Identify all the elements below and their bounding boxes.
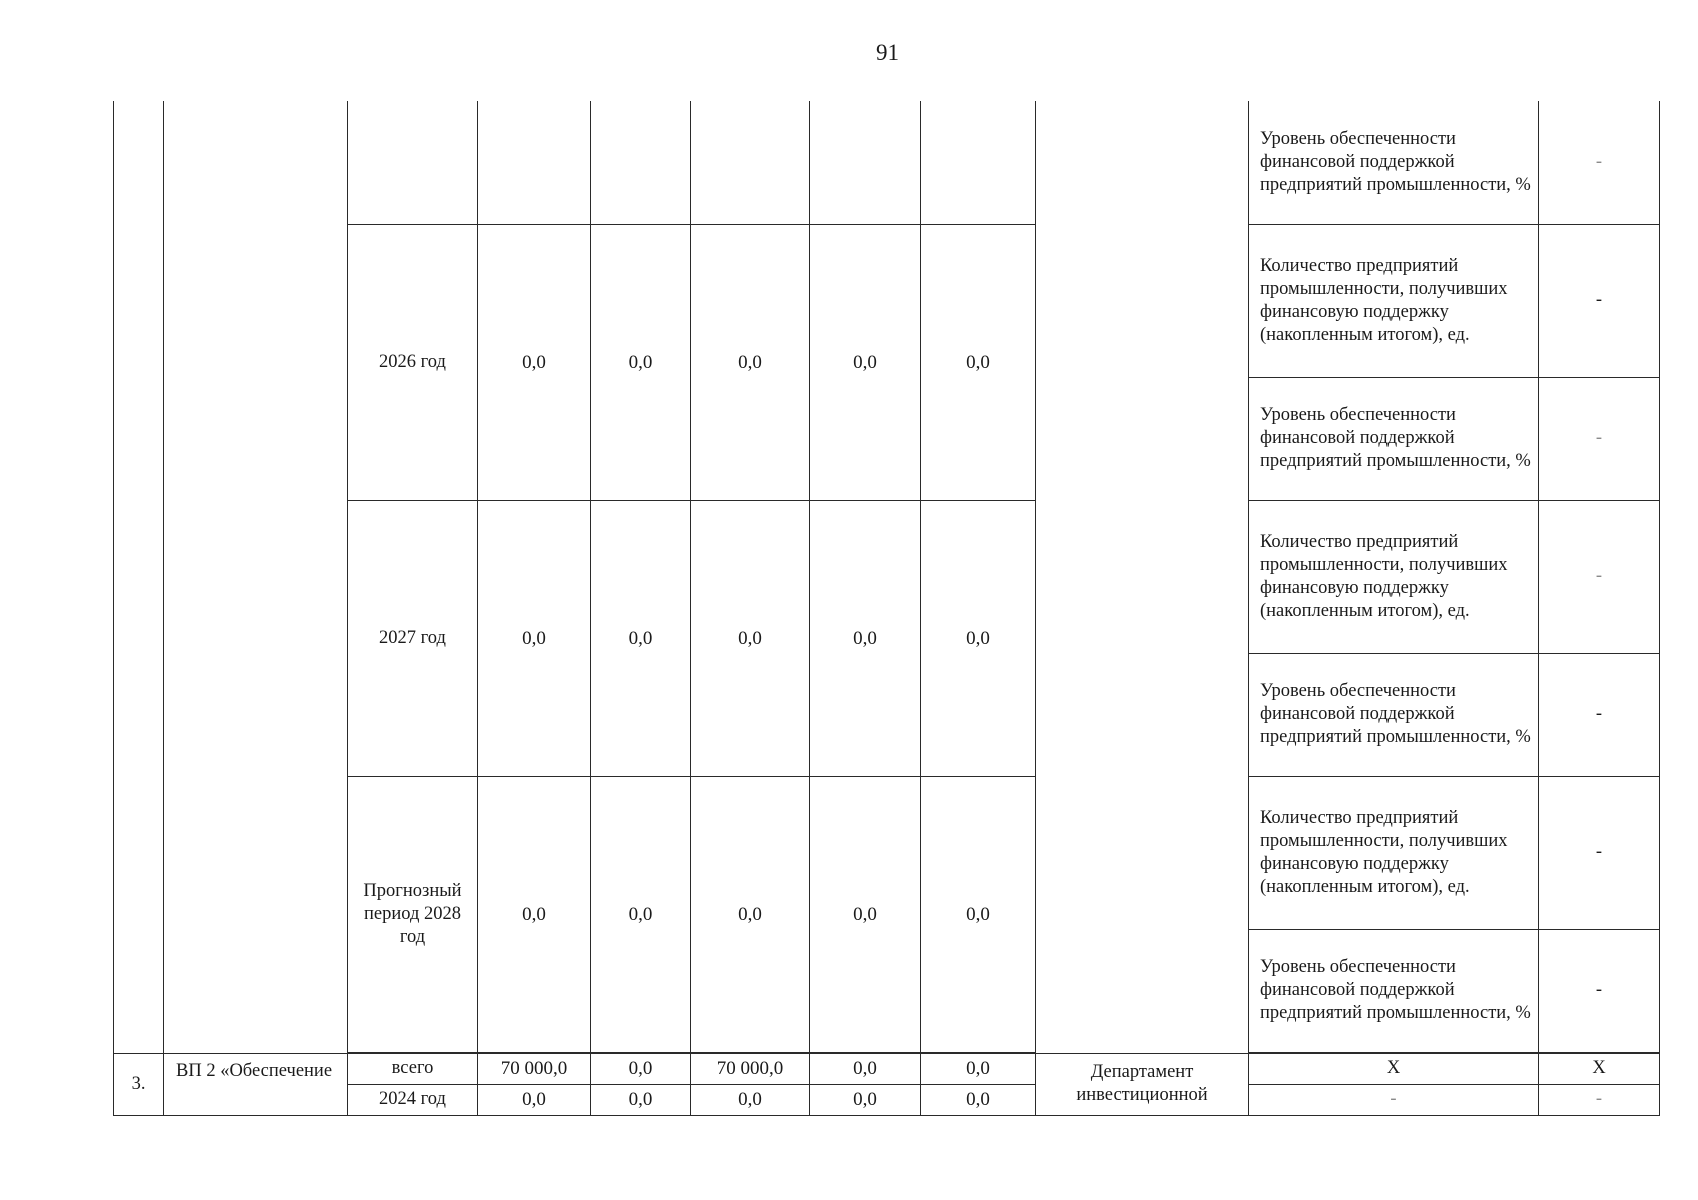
value-regional: 0,0 [691,1084,810,1115]
indicator-value: - [1539,500,1660,653]
value-local: 0,0 [810,1084,921,1115]
indicator-name: Количество предприятий промышленности, получивших финансовую поддержку (накопленным итогом), ед. [1249,776,1539,929]
value-total: 0,0 [478,224,591,500]
cell-value-empty [478,101,591,224]
indicator-value: - [1539,653,1660,776]
item-name: ВП 2 «Обеспечение [164,1053,348,1115]
item-number: 3. [114,1053,164,1115]
value-other: 0,0 [921,224,1036,500]
indicator-value: Х [1539,1053,1660,1084]
period-2027: 2027 год [348,500,478,776]
period-2026: 2026 год [348,224,478,500]
value-federal: 0,0 [591,776,691,1052]
value-total: 70 000,0 [478,1053,591,1084]
cell-value-empty [921,101,1036,224]
indicator-name: Уровень обеспеченности финансовой поддержкой предприятий промышленности, % [1249,929,1539,1052]
indicator-name: Х [1249,1053,1539,1084]
table-row [114,1053,1660,1084]
value-federal: 0,0 [591,1084,691,1115]
value-total: 0,0 [478,1084,591,1115]
indicator-name: Уровень обеспеченности финансовой поддержкой предприятий промышленности, % [1249,101,1539,224]
value-regional: 0,0 [691,776,810,1052]
indicator-name: Количество предприятий промышленности, получивших финансовую поддержку (накопленным итогом), ед. [1249,500,1539,653]
value-local: 0,0 [810,776,921,1052]
value-federal: 0,0 [591,500,691,776]
value-local: 0,0 [810,224,921,500]
period-total: всего [348,1053,478,1084]
value-regional: 0,0 [691,500,810,776]
value-regional: 70 000,0 [691,1053,810,1084]
value-federal: 0,0 [591,1053,691,1084]
value-total: 0,0 [478,500,591,776]
table-row [114,101,1660,224]
cell-value-empty [810,101,921,224]
value-local: 0,0 [810,500,921,776]
executor: Департамент инвестиционной [1036,1053,1249,1115]
value-other: 0,0 [921,1053,1036,1084]
period-forecast-2028: Прогнозный период 2028 год [348,776,478,1052]
value-other: 0,0 [921,1084,1036,1115]
value-local: 0,0 [810,1053,921,1084]
cell-value-empty [691,101,810,224]
indicator-name: Уровень обеспеченности финансовой поддержкой предприятий промышленности, % [1249,653,1539,776]
indicator-value: - [1539,776,1660,929]
cell-value-empty [591,101,691,224]
indicator-name: Уровень обеспеченности финансовой поддержкой предприятий промышленности, % [1249,377,1539,500]
cell-name-empty [164,101,348,1053]
value-regional: 0,0 [691,224,810,500]
value-other: 0,0 [921,500,1036,776]
indicator-name: - [1249,1084,1539,1115]
indicator-value: - [1539,101,1660,224]
value-federal: 0,0 [591,224,691,500]
budget-table [113,101,1660,1116]
indicator-name: Количество предприятий промышленности, получивших финансовую поддержку (накопленным итогом), ед. [1249,224,1539,377]
cell-executor-empty [1036,101,1249,1053]
indicator-value: - [1539,929,1660,1052]
value-other: 0,0 [921,776,1036,1052]
cell-number-empty [114,101,164,1053]
cell-period-empty [348,101,478,224]
indicator-value: - [1539,224,1660,377]
value-total: 0,0 [478,776,591,1052]
period-2024: 2024 год [348,1084,478,1115]
page-number: 91 [876,40,899,65]
indicator-value: - [1539,377,1660,500]
indicator-value: - [1539,1084,1660,1115]
